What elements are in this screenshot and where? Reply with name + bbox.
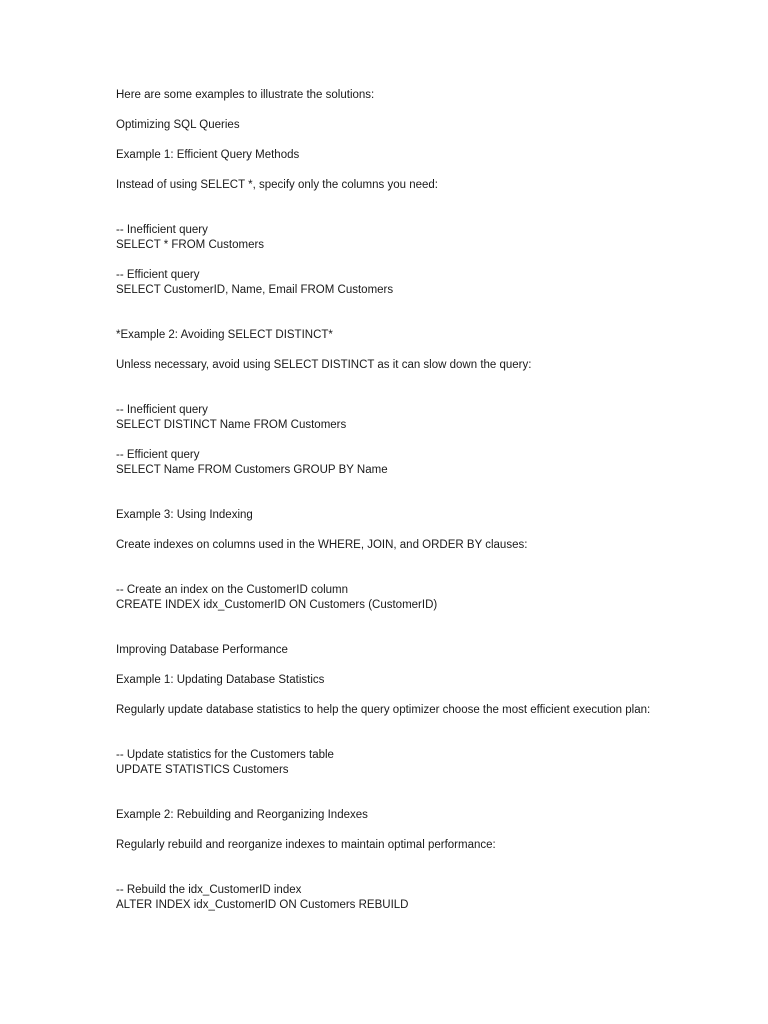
code-comment: -- Inefficient query (116, 404, 208, 416)
document-body (116, 88, 656, 913)
code-comment: -- Create an index on the CustomerID column (116, 584, 349, 596)
example-description: Regularly rebuild and reorganize indexes to maintain optimal performance: (116, 839, 496, 851)
section-title-performance: Improving Database Performance (116, 644, 288, 656)
code-comment: -- Inefficient query (116, 224, 208, 236)
section-title-optimizing: Optimizing SQL Queries (116, 119, 240, 131)
example-description: Create indexes on columns used in the WHERE, JOIN, and ORDER BY clauses: (116, 539, 528, 551)
example-title: Example 1: Updating Database Statistics (116, 674, 325, 686)
example-title: *Example 2: Avoiding SELECT DISTINCT* (116, 329, 333, 341)
code-comment: -- Efficient query (116, 449, 200, 461)
example-title: Example 1: Efficient Query Methods (116, 149, 300, 161)
code-line: ALTER INDEX idx_CustomerID ON Customers REBUILD (116, 899, 409, 911)
example-description: Regularly update database statistics to help the query optimizer choose the most efficient execution plan: (116, 704, 651, 716)
code-line: CREATE INDEX idx_CustomerID ON Customers (CustomerID) (116, 599, 438, 611)
code-line: SELECT DISTINCT Name FROM Customers (116, 419, 347, 431)
example-description: Instead of using SELECT *, specify only the columns you need: (116, 179, 438, 191)
intro-text: Here are some examples to illustrate the solutions: (116, 89, 375, 101)
example-title: Example 3: Using Indexing (116, 509, 253, 521)
code-line: SELECT * FROM Customers (116, 239, 265, 251)
code-line: SELECT Name FROM Customers GROUP BY Name (116, 464, 388, 476)
example-title: Example 2: Rebuilding and Reorganizing Indexes (116, 809, 368, 821)
example-description: Unless necessary, avoid using SELECT DISTINCT as it can slow down the query: (116, 359, 532, 371)
code-line: UPDATE STATISTICS Customers (116, 764, 289, 776)
code-comment: -- Efficient query (116, 269, 200, 281)
code-line: SELECT CustomerID, Name, Email FROM Customers (116, 284, 394, 296)
code-comment: -- Update statistics for the Customers table (116, 749, 334, 761)
code-comment: -- Rebuild the idx_CustomerID index (116, 884, 302, 896)
